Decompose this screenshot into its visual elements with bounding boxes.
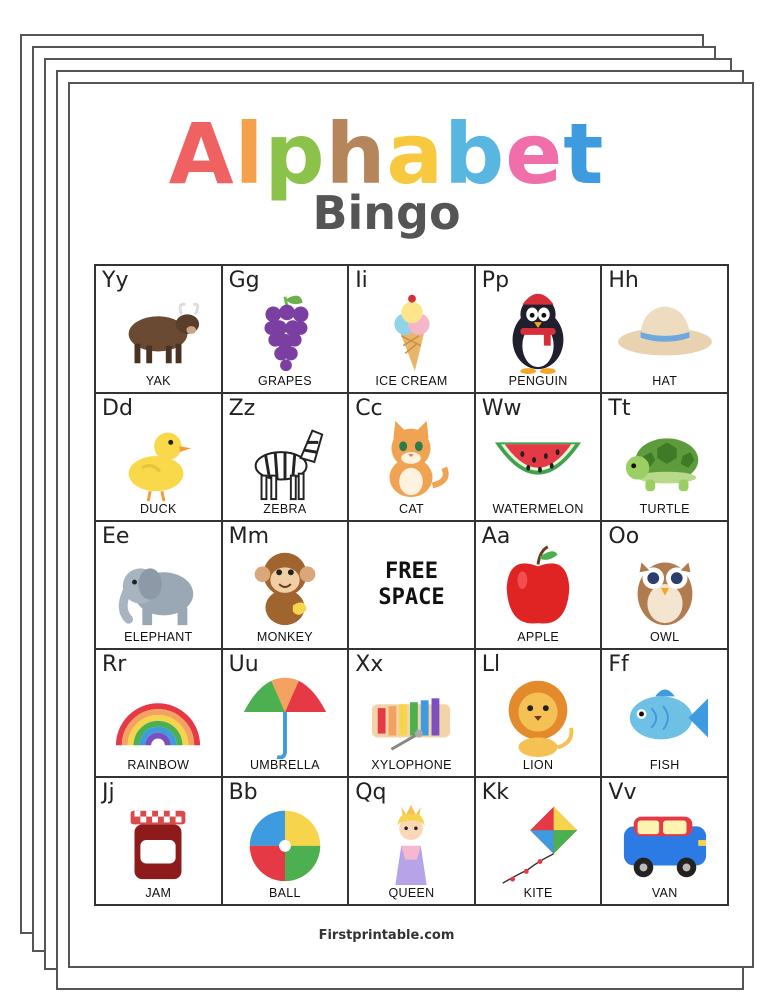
cell-letters: Ll [481, 652, 501, 677]
cell-word: RAINBOW [127, 758, 190, 772]
bingo-cell [95, 521, 222, 649]
cell-letters: Hh [608, 268, 639, 293]
title-letter: e [505, 105, 564, 203]
cell-letters: Qq [355, 780, 387, 805]
xylophone-icon [349, 672, 474, 756]
cell-letters: Aa [481, 524, 511, 549]
ball-icon [223, 800, 348, 884]
cell-word: XYLOPHONE [371, 758, 452, 772]
cell-letters: Oo [608, 524, 640, 549]
title-letter: l [234, 105, 265, 203]
cell-letters: Cc [355, 396, 383, 421]
ice-cream-icon [349, 288, 474, 372]
bingo-cell [95, 777, 222, 905]
jam-icon [96, 800, 221, 884]
cell-letters: Vv [608, 780, 637, 805]
cell-letters: Ii [355, 268, 368, 293]
cell-letters: Kk [481, 780, 509, 805]
hat-icon [602, 288, 727, 372]
bingo-cell [222, 777, 349, 905]
title-letter: h [325, 105, 387, 203]
free-space-cell [348, 521, 475, 649]
bingo-cell [475, 265, 602, 393]
bingo-cell [222, 265, 349, 393]
rainbow-icon [96, 672, 221, 756]
bingo-cell [95, 265, 222, 393]
cell-letters: Tt [608, 396, 631, 421]
title-letter: a [386, 105, 445, 203]
cell-letters: Bb [228, 780, 258, 805]
cell-word: FISH [649, 758, 680, 772]
cell-word: TURTLE [639, 502, 690, 516]
cell-letters: Ff [608, 652, 629, 677]
free-space-label: FREE [385, 558, 438, 584]
cell-word: VAN [651, 886, 678, 900]
cell-word: ELEPHANT [124, 630, 193, 644]
free-space-label: SPACE [378, 585, 445, 610]
cell-word: LION [522, 758, 554, 772]
cell-letters: Pp [481, 268, 510, 293]
bingo-cell [222, 649, 349, 777]
cell-word: ICE CREAM [375, 374, 448, 388]
bingo-cell [348, 393, 475, 521]
bingo-cell [475, 521, 602, 649]
page-title [0, 105, 773, 203]
cell-word: JAM [145, 886, 172, 900]
cell-letters: Dd [102, 396, 133, 421]
bingo-cell [348, 777, 475, 905]
zebra-icon [223, 416, 348, 500]
cell-word: GRAPES [257, 374, 312, 388]
umbrella-icon [223, 672, 348, 756]
cell-letters: Ww [481, 396, 522, 421]
penguin-icon [476, 288, 601, 372]
bingo-cell [348, 265, 475, 393]
bingo-cell [601, 777, 728, 905]
cell-word: OWL [650, 630, 680, 644]
bingo-cell [222, 393, 349, 521]
turtle-icon [602, 416, 727, 500]
cell-word: BALL [269, 886, 301, 900]
title-letter: t [563, 105, 605, 203]
cell-letters: Ee [102, 524, 130, 549]
cell-word: QUEEN [388, 886, 435, 900]
cell-letters: Zz [228, 396, 256, 421]
cell-word: KITE [523, 886, 553, 900]
bingo-cell [475, 649, 602, 777]
bingo-cell [475, 393, 602, 521]
cell-letters: Jj [102, 780, 115, 805]
cell-letters: Rr [102, 652, 127, 677]
kite-icon [476, 800, 601, 884]
page-subtitle: Bingo [312, 186, 461, 240]
yak-icon [96, 288, 221, 372]
bingo-cell [95, 393, 222, 521]
cell-word: MONKEY [256, 630, 313, 644]
cell-word: DUCK [139, 502, 177, 516]
bingo-cell [222, 521, 349, 649]
cell-word: APPLE [517, 630, 559, 644]
cell-word: PENGUIN [508, 374, 568, 388]
apple-icon [476, 544, 601, 628]
bingo-cell [95, 649, 222, 777]
cell-word: WATERMELON [492, 502, 584, 516]
bingo-cell [601, 393, 728, 521]
elephant-icon [96, 544, 221, 628]
cell-letters: Gg [228, 268, 260, 293]
van-icon [602, 800, 727, 884]
owl-icon [602, 544, 727, 628]
bingo-card [94, 264, 729, 906]
title-letter: A [168, 105, 235, 203]
lion-icon [476, 672, 601, 756]
duck-icon [96, 416, 221, 500]
cell-word: CAT [399, 502, 424, 516]
watermelon-icon [476, 416, 601, 500]
cell-letters: Uu [228, 652, 259, 677]
bingo-cell [601, 649, 728, 777]
cell-word: HAT [652, 374, 678, 388]
fish-icon [602, 672, 727, 756]
title-letter: b [444, 105, 506, 203]
bingo-cell [601, 521, 728, 649]
bingo-cell [348, 649, 475, 777]
cell-letters: Xx [355, 652, 384, 677]
monkey-icon [223, 544, 348, 628]
bingo-cell [601, 265, 728, 393]
grapes-icon [223, 288, 348, 372]
bingo-cell [475, 777, 602, 905]
cell-word: UMBRELLA [249, 758, 320, 772]
title-letter: p [264, 105, 326, 203]
queen-icon [349, 800, 474, 884]
cell-letters: Yy [102, 268, 129, 293]
cat-icon [349, 416, 474, 500]
cell-letters: Mm [228, 524, 270, 549]
cell-word: YAK [145, 374, 171, 388]
footer-credit: Firstprintable.com [318, 928, 455, 943]
cell-word: ZEBRA [263, 502, 307, 516]
